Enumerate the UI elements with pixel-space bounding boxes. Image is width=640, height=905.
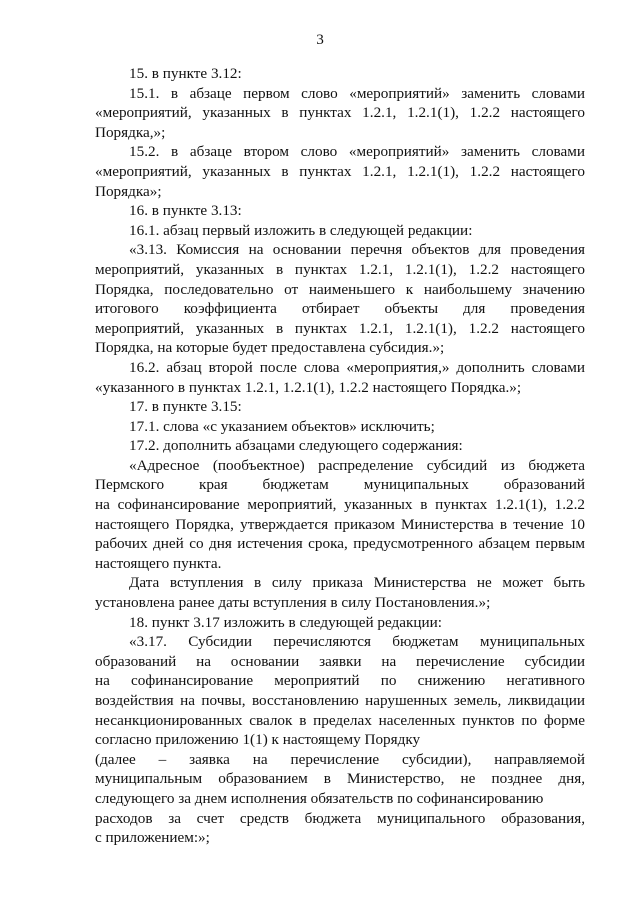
quote-3-13-part-2: мероприятий, указанных в пунктах 1.2.1, 1.2.1(1), 1.2.2 настоящего Порядка, на которые будет предоставлена субсидия.»; [95, 319, 585, 357]
quote-3-17-line-2: образований на основании заявки на перечисление субсидии [95, 652, 585, 670]
quote-3-17-part-3: муниципальным образованием в Министерство, не позднее дня, следующего за днем исполнения обязательств по софинансированию [95, 770, 585, 807]
paragraph-18: 18. пункт 3.17 изложить в следующей редакции: [129, 613, 442, 631]
quote-3-17-line-1: «3.17. Субсидии перечисляются бюджетам муниципальных [129, 633, 585, 651]
paragraph-16-2: 16.2. абзац второй после слова «мероприятия,» дополнить словами «указанного в пунктах 1.2.1, 1.2.1(1), 1.2.2 настоящего Порядка.»; [95, 358, 585, 396]
paragraph-17: 17. в пункте 3.15: [129, 398, 242, 416]
quote-3-17-line-7: (далее – заявка на перечисление субсидии), направляемой [95, 750, 585, 768]
quote-distribution-rest: на софинансирование мероприятий, указанных в пунктах 1.2.1(1), 1.2.2 настоящего Порядка, утверждается приказом Министерства в течение 10 рабочих дней со дня истечения срока, предусмотренного абзацем первым настоящего пункта. [95, 496, 585, 572]
paragraph-15-2: 15.2. в абзаце втором слово «мероприятий» заменить словами «мероприятий, указанных в пунктах 1.2.1, 1.2.1(1), 1.2.2 настоящего Порядка»; [95, 143, 585, 200]
paragraph-15-1: 15.1. в абзаце первом слово «мероприятий» заменить словами «мероприятий, указанных в пунктах 1.2.1, 1.2.1(1), 1.2.2 настоящего Порядка,»; [95, 84, 585, 141]
paragraph-15: 15. в пункте 3.12: [129, 65, 242, 82]
quote-distribution-line-2: Пермского края бюджетам муниципальных образований [95, 476, 585, 494]
quote-3-17-line-10: расходов за счет средств бюджета муниципального образования, [95, 809, 585, 827]
paragraph-17-2: 17.2. дополнить абзацами следующего содержания: [129, 437, 463, 455]
quote-3-17-line-3: на софинансирование мероприятий по снижению негативного [95, 672, 585, 690]
document-body [95, 64, 585, 848]
quote-3-17-end: с приложением:»; [95, 829, 210, 847]
paragraph-16: 16. в пункте 3.13: [129, 202, 242, 220]
paragraph-16-1: 16.1. абзац первый изложить в следующей редакции: [129, 221, 473, 239]
paragraph-effective-date: Дата вступления в силу приказа Министерства не может быть установлена ранее даты вступления в силу Постановления.»; [95, 574, 585, 612]
quote-3-13-line: итогового коэффициента отбирает объекты для проведения [95, 300, 585, 318]
paragraph-17-1: 17.1. слова «с указанием объектов» исключить; [129, 417, 435, 435]
quote-distribution-line-1: «Адресное (пообъектное) распределение субсидий из бюджета [129, 456, 585, 474]
page-number: 3 [316, 31, 324, 48]
quote-3-17-part-2: воздействия на почвы, восстановлению нарушенных земель, ликвидации несанкционированных свалок в пределах населенных пунктов по форме согласно приложению 1(1) к настоящему Порядку [95, 692, 585, 749]
quote-3-13-part-1: «3.13. Комиссия на основании перечня объектов для проведения мероприятий, указанных в пунктах 1.2.1, 1.2.1(1), 1.2.2 настоящего Порядка, последовательно от наименьшего к наибольшему значению [95, 241, 585, 298]
